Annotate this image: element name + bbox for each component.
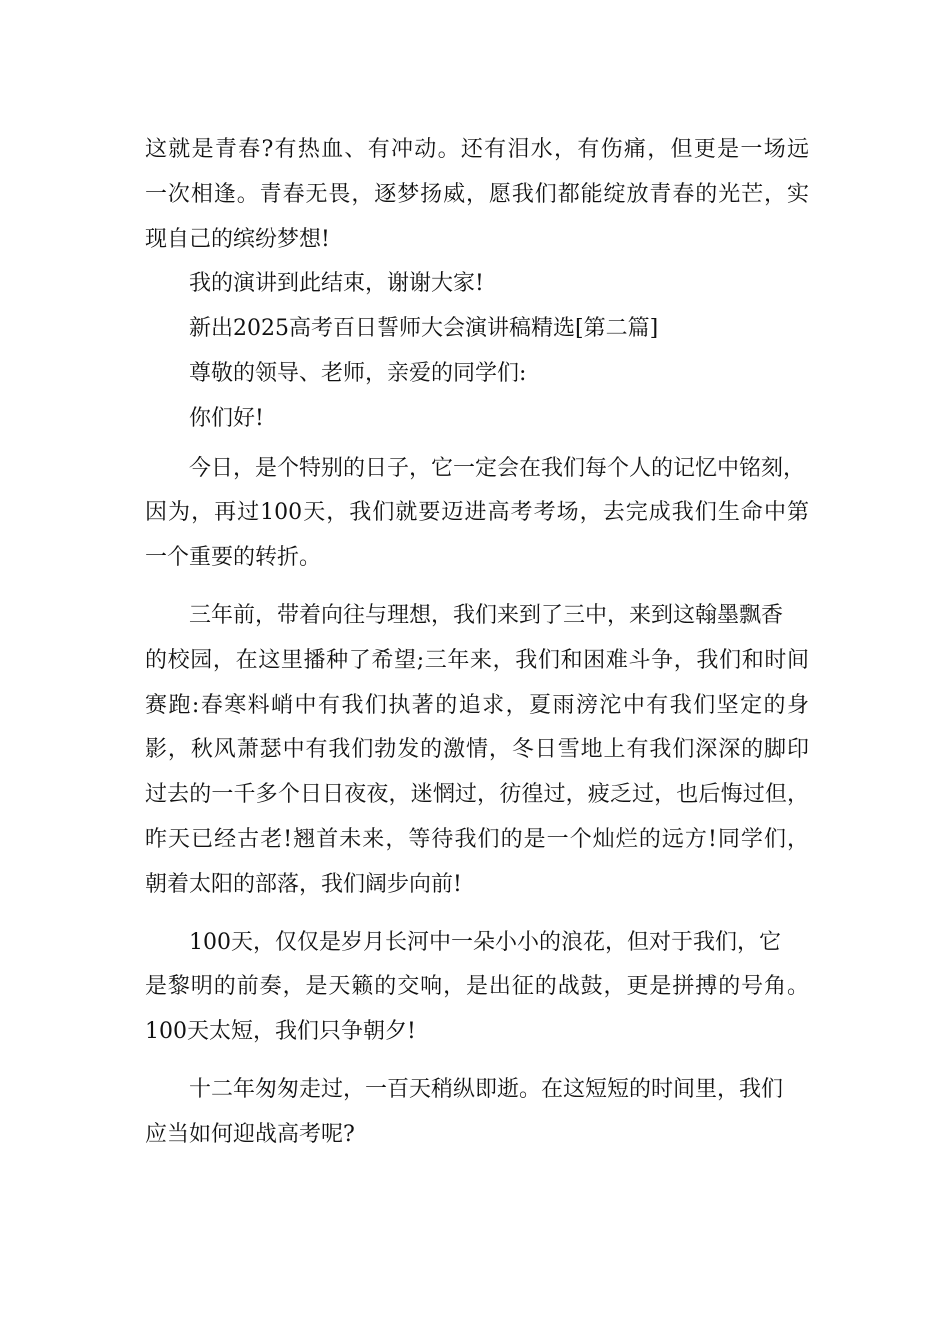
- salutation: 尊敬的领导、老师，亲爱的同学们:: [189, 360, 527, 386]
- text-line: 赛跑:春寒料峭中有我们执著的追求，夏雨滂沱中有我们坚定的身: [145, 692, 809, 718]
- text-line: 这就是青春?有热血、有冲动。还有泪水，有伤痛，但更是一场远: [145, 137, 809, 162]
- text-line: 的校园，在这里播种了希望;三年来，我们和困难斗争，我们和时间: [145, 647, 809, 673]
- text-line: 因为，再过100天，我们就要迈进高考考场，去完成我们生命中第: [145, 500, 809, 526]
- document-body: [145, 128, 813, 1158]
- text-line: 朝着太阳的部落，我们阔步向前!: [145, 871, 462, 897]
- text-line: 今日，是个特别的日子，它一定会在我们每个人的记忆中铭刻，: [189, 455, 806, 481]
- text-line: 三年前，带着向往与理想，我们来到了三中，来到这翰墨飘香: [189, 602, 784, 628]
- text-line: 影，秋风萧瑟中有我们勃发的激情，冬日雪地上有我们深深的脚印: [145, 737, 809, 763]
- text-line: 一个重要的转折。: [145, 545, 322, 571]
- text-line: 100天太短，我们只争朝夕!: [145, 1019, 416, 1045]
- text-line: 一次相逢。青春无畏，逐梦扬威，愿我们都能绽放青春的光芒，实: [145, 181, 809, 207]
- text-line: 100天，仅仅是岁月长河中一朵小小的浪花，但对于我们，它: [189, 929, 781, 955]
- text-line: 过去的一千多个日日夜夜，迷惘过，彷徨过，疲乏过，也后悔过但，: [145, 782, 809, 808]
- text-line: 应当如何迎战高考呢?: [145, 1121, 355, 1147]
- text-line: 昨天已经古老!翘首未来，等待我们的是一个灿烂的远方!同学们，: [145, 826, 809, 852]
- text-line: 现自己的缤纷梦想!: [145, 226, 330, 252]
- greeting: 你们好!: [189, 405, 264, 431]
- text-line: 十二年匆匆走过，一百天稍纵即逝。在这短短的时间里，我们: [189, 1076, 784, 1102]
- text-line: 我的演讲到此结束，谢谢大家!: [189, 271, 484, 297]
- text-line: 是黎明的前奏，是天籁的交响，是出征的战鼓，更是拼搏的号角。: [145, 974, 809, 1000]
- section-title: 新出2025高考百日誓师大会演讲稿精选[第二篇]: [189, 316, 659, 342]
